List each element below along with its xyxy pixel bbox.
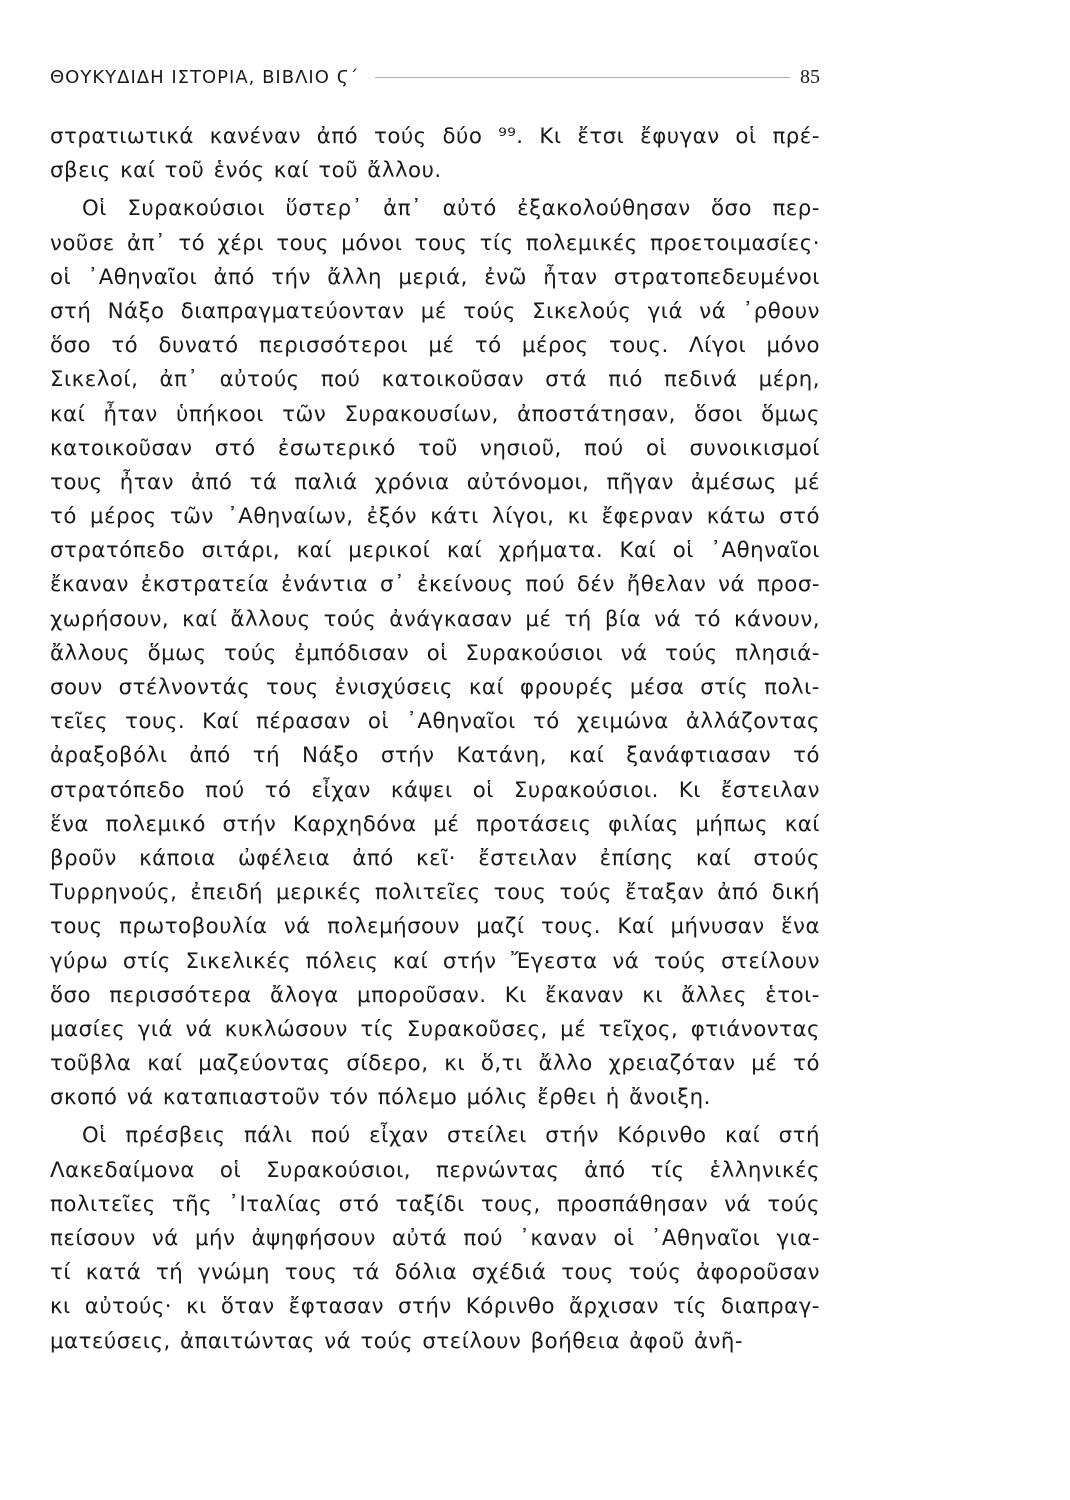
text-line: ἄλλους ὅμως τούς ἐμπόδισαν οἱ Συρακούσιοι νά τούς πλησιά-: [50, 640, 820, 666]
text-line: κι αὐτούς· κι ὅταν ἔφτασαν στήν Κόρινθο ἄρχισαν τίς διαπραγ-: [50, 1294, 820, 1320]
text-line: καί ἦταν ὑπήκοοι τῶν Συρακουσίων, ἀποστάτησαν, ὅσοι ὅμως: [50, 401, 820, 427]
page-number: 85: [800, 65, 820, 88]
text-line: βροῦν κάποια ὠφέλεια ἀπό κεῖ· ἔστειλαν ἐπίσης καί στούς: [50, 845, 820, 871]
text-line: τοῦβλα καί μαζεύοντας σίδερο, κι ὅ,τι ἄλλο χρειαζόταν μέ τό: [50, 1051, 820, 1077]
text-line: Οἱ Συρακούσιοι ὕστερ᾽ ἀπ᾽ αὐτό ἐξακολούθησαν ὅσο περ-: [82, 196, 820, 222]
text-line: χωρήσουν, καί ἄλλους τούς ἀνάγκασαν μέ τή βία νά τό κάνουν,: [50, 606, 820, 632]
text-line: μασίες γιά νά κυκλώσουν τίς Συρακοῦσες, μέ τεῖχος, φτιάνοντας: [50, 1016, 820, 1042]
text-line: ὅσο τό δυνατό περισσότεροι μέ τό μέρος τους. Λίγοι μόνο: [50, 333, 820, 359]
body-text: [50, 120, 820, 1359]
text-line: Οἱ πρέσβεις πάλι πού εἶχαν στείλει στήν Κόρινθο καί στή: [82, 1123, 820, 1149]
text-line: στρατόπεδο πού τό εἶχαν κάψει οἱ Συρακούσιοι. Κι ἔστειλαν: [50, 777, 820, 803]
text-line: πολιτεῖες τῆς ᾽Ιταλίας στό ταξίδι τους, προσπάθησαν νά τούς: [50, 1191, 820, 1217]
header-rule: [375, 77, 790, 78]
text-line: πείσουν νά μήν ἀψηφήσουν αὐτά πού ᾽καναν οἱ ᾽Αθηναῖοι για-: [50, 1226, 820, 1251]
text-line: τεῖες τους. Καί πέρασαν οἱ ᾽Αθηναῖοι τό χειμώνα ἀλλάζοντας: [50, 709, 820, 735]
paragraph: [50, 192, 820, 1115]
running-head: ΘΟΥΚΥΔΙΔΗ ΙΣΤΟΡΙΑ, ΒΙΒΛΙΟ Ϛ΄: [50, 66, 360, 88]
text-line: κατοικοῦσαν στό ἐσωτερικό τοῦ νησιοῦ, πού οἱ συνοικισμοί: [50, 435, 820, 461]
text-line: ἀραξοβόλι ἀπό τή Νάξο στήν Κατάνη, καί ξανάφτιασαν τό: [50, 743, 820, 769]
page-header: [50, 60, 820, 94]
text-line: οἱ ᾽Αθηναῖοι ἀπό τήν ἄλλη μεριά, ἐνῶ ἦταν στρατοπεδευμένοι: [50, 264, 820, 290]
text-line: ἕνα πολεμικό στήν Καρχηδόνα μέ προτάσεις φιλίας μήπως καί: [50, 811, 820, 837]
text-line: τό μέρος τῶν ᾽Αθηναίων, ἐξόν κάτι λίγοι, κι ἔφερναν κάτω στό: [50, 504, 820, 530]
text-line: ματεύσεις, ἀπαιτώντας νά τούς στείλουν βοήθεια ἀφοῦ ἀνῆ-: [50, 1328, 744, 1354]
text-line: Τυρρηνούς, ἐπειδή μερικές πολιτεῖες τους τούς ἔταξαν ἀπό δική: [50, 880, 820, 906]
text-line: σκοπό νά καταπιαστοῦν τόν πόλεμο μόλις ἔρθει ἡ ἄνοιξη.: [50, 1085, 711, 1111]
text-line: στρατιωτικά κανέναν ἀπό τούς δύο ⁹⁹. Κι ἔτσι ἔφυγαν οἱ πρέ-: [50, 124, 820, 149]
paragraph: [50, 1119, 820, 1358]
text-line: ὅσο περισσότερα ἄλογα μποροῦσαν. Κι ἔκαναν κι ἄλλες ἑτοι-: [50, 982, 820, 1008]
text-line: σβεις καί τοῦ ἑνός καί τοῦ ἄλλου.: [50, 158, 442, 184]
text-line: ἔκαναν ἐκστρατεία ἐνάντια σ᾽ ἐκείνους πού δέν ἤθελαν νά προσ-: [50, 572, 820, 598]
text-line: Σικελοί, ἀπ᾽ αὐτούς πού κατοικοῦσαν στά πιό πεδινά μέρη,: [50, 367, 820, 393]
text-line: τί κατά τή γνώμη τους τά δόλια σχέδιά τους τούς ἀφοροῦσαν: [50, 1260, 820, 1286]
paragraph: [50, 120, 820, 188]
text-line: τους ἦταν ἀπό τά παλιά χρόνια αὐτόνομοι, πῆγαν ἀμέσως μέ: [50, 469, 820, 495]
text-line: γύρω στίς Σικελικές πόλεις καί στήν Ἔγεστα νά τούς στείλουν: [50, 948, 820, 974]
text-line: τους πρωτοβουλία νά πολεμήσουν μαζί τους. Καί μήνυσαν ἕνα: [50, 914, 820, 940]
text-line: σουν στέλνοντάς τους ἐνισχύσεις καί φρουρές μέσα στίς πολι-: [50, 675, 820, 700]
text-line: Λακεδαίμονα οἱ Συρακούσιοι, περνώντας ἀπό τίς ἑλληνικές: [50, 1157, 820, 1183]
text-line: στή Νάξο διαπραγματεύονταν μέ τούς Σικελούς γιά νά ᾽ρθουν: [50, 298, 820, 324]
text-line: νοῦσε ἀπ᾽ τό χέρι τους μόνοι τους τίς πολεμικές προετοιμασίες·: [50, 230, 820, 256]
text-line: στρατόπεδο σιτάρι, καί μερικοί καί χρήματα. Καί οἱ ᾽Αθηναῖοι: [50, 538, 820, 564]
